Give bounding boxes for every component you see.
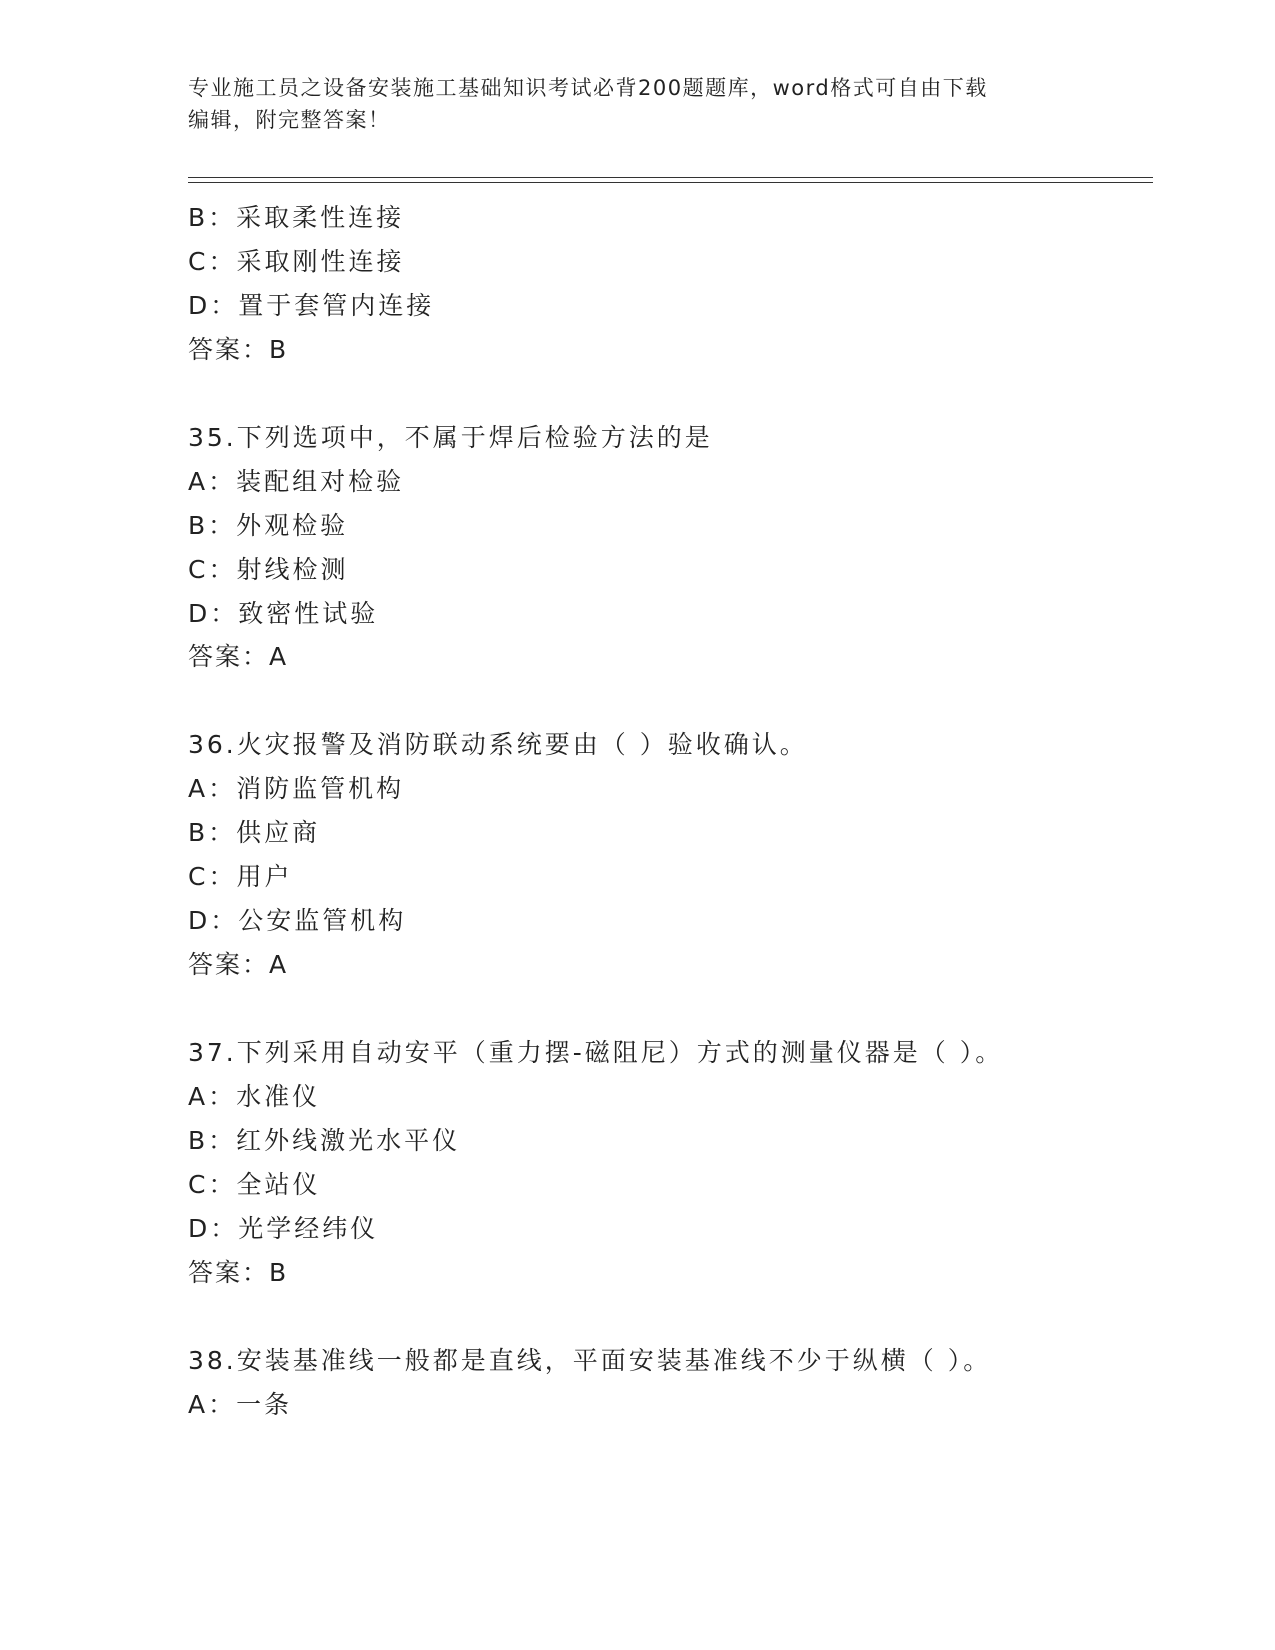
answer-line: 答案：A <box>188 642 289 671</box>
option-c: C：射线检测 <box>188 555 349 584</box>
option-b: B：红外线激光水平仪 <box>188 1126 461 1155</box>
answer-line: 答案：A <box>188 950 289 979</box>
option-d: D：光学经纬仪 <box>188 1214 379 1243</box>
option-a: A：装配组对检验 <box>188 467 405 496</box>
option-c: C：全站仪 <box>188 1170 321 1199</box>
option-a: A：消防监管机构 <box>188 774 405 803</box>
header-title-line-1: 专业施工员之设备安装施工基础知识考试必背200题题库，word格式可自由下载 <box>188 76 988 100</box>
option-b: B：外观检验 <box>188 511 349 540</box>
answer-line: 答案：B <box>188 1258 289 1287</box>
option-a: A：一条 <box>188 1390 293 1419</box>
header-title-line-2: 编辑，附完整答案！ <box>188 108 391 132</box>
question-stem-36: 36.火灾报警及消防联动系统要由（ ）验收确认。 <box>188 730 808 759</box>
option-c: C：采取刚性连接 <box>188 247 405 276</box>
option-d: D：致密性试验 <box>188 599 379 628</box>
header-divider-bottom <box>188 182 1153 183</box>
option-d: D：公安监管机构 <box>188 906 407 935</box>
option-c: C：用户 <box>188 862 293 891</box>
question-stem-35: 35.下列选项中，不属于焊后检验方法的是 <box>188 423 713 452</box>
question-stem-37: 37.下列采用自动安平（重力摆-磁阻尼）方式的测量仪器是（ ）。 <box>188 1038 1004 1067</box>
option-b: B：供应商 <box>188 818 321 847</box>
answer-line: 答案：B <box>188 335 289 364</box>
document-header <box>188 72 1088 136</box>
header-divider-top <box>188 177 1153 178</box>
option-d: D：置于套管内连接 <box>188 291 435 320</box>
question-stem-38: 38.安装基准线一般都是直线，平面安装基准线不少于纵横（ ）。 <box>188 1346 992 1375</box>
option-a: A：水准仪 <box>188 1082 321 1111</box>
option-b: B：采取柔性连接 <box>188 203 405 232</box>
